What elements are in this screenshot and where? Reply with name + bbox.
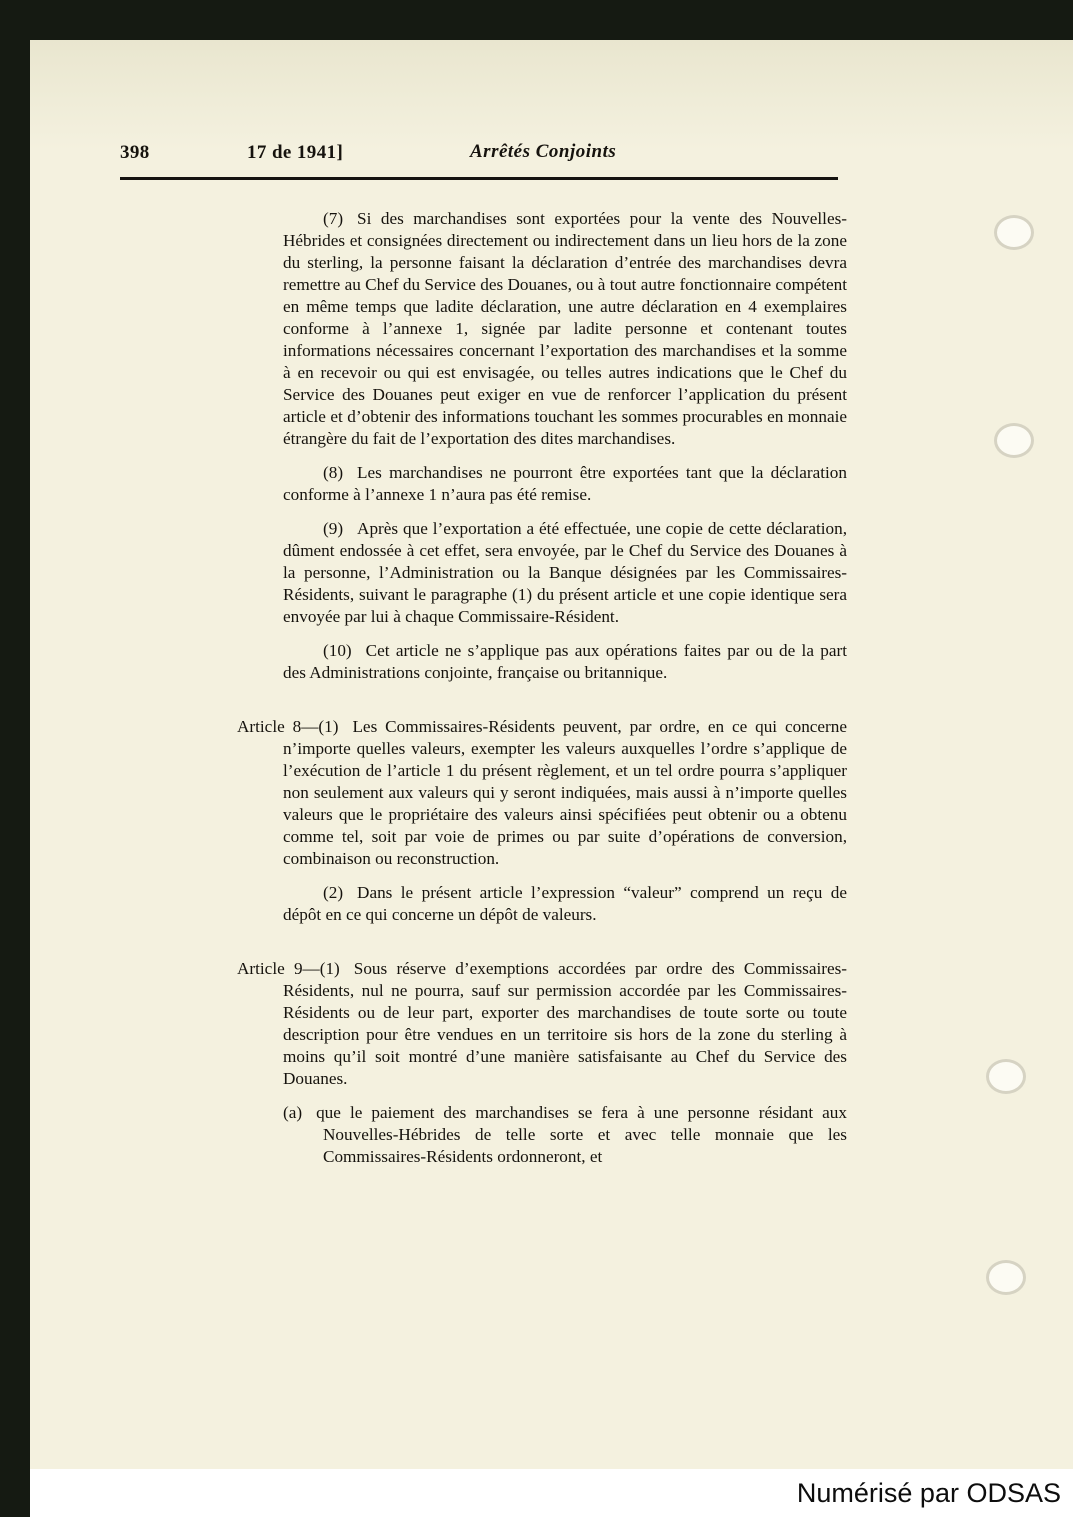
paragraph-text: Les Commissaires-Résidents peuvent, par ordre, en ce qui concerne n’importe quelles valeurs, exempter les valeurs auxquelles l’ordre s’applique de l’exécution de l’article 1 du présent règlement, et un tel ordre pourra s’appliquer non seulement aux valeurs qui y seront indiquées, mais aussi à n’importe quelles valeurs que le propriétaire des valeurs ainsi spécifiées peut obtenir ou a obtenu comme tel, soit par voie de primes ou par suite d’opérations de conversion, combinaison ou reconstruction. [283,717,847,868]
scan-border-left [0,0,30,1517]
paragraph-label: Article 9—(1) [237,959,340,978]
header-rule [120,177,838,180]
paragraph [283,882,847,926]
paragraph [283,518,847,628]
punch-hole [994,215,1034,250]
footer-band [30,1469,1073,1517]
running-title: Arrêtés Conjoints [470,141,617,162]
paragraph-text: que le paiement des marchandises se fera à une personne résidant aux Nouvelles-Hébrides de telle sorte et avec telle monnaie que les Commissaires-Résidents ordonneront, et [316,1103,847,1166]
punch-hole [986,1260,1026,1295]
paragraph-text: Sous réserve d’exemptions accordées par ordre des Commissaires-Résidents, nul ne pourra, sauf sur permission accordée par les Commissaires-Résidents ou de leur part, exporter des marchandises de toute sorte ou toute description pour être vendues en un territoire sis hors de la zone du sterling à moins qu’il soit montré d’une manière satisfaisante au Chef du Service des Douanes. [283,959,847,1088]
paragraph-text: Cet article ne s’applique pas aux opérations faites par ou de la part des Administrations conjointe, française ou britannique. [283,641,847,682]
paragraph [283,208,847,450]
punch-hole [986,1059,1026,1094]
paragraph-label: (a) [283,1103,303,1122]
paragraph-label: (2) [323,883,344,902]
article-paragraph [237,716,847,870]
scan-border-top [0,0,1073,40]
paragraph-text: Après que l’exportation a été effectuée, une copie de cette déclaration, dûment endossée à cet effet, sera envoyée, par le Chef du Service des Douanes à la personne, l’Administration ou la Banque désignées par les Commissaires-Résidents, suivant le paragraphe (1) du présent article et une copie identique sera envoyée par lui à chaque Commissaire-Résident. [283,519,847,626]
paragraph [237,1102,847,1168]
edition-label: 17 de 1941] [247,142,344,163]
paragraph-label: (10) [323,641,352,660]
page-number: 398 [120,142,150,163]
paragraph [283,462,847,506]
punch-hole [994,423,1034,458]
paragraph-text: Dans le présent article l’expression “valeur” comprend un reçu de dépôt en ce qui concerne un dépôt de valeurs. [283,883,847,924]
paragraph-label: (7) [323,209,344,228]
scan-credit: Numérisé par ODSAS [796,1478,1061,1508]
article-paragraph [237,958,847,1090]
paragraph [283,640,847,684]
paragraph-label: (9) [323,519,344,538]
paper-sheet [30,40,1073,1517]
paragraph-label: (8) [323,463,344,482]
text-block [237,208,847,1180]
paragraph-label: Article 8—(1) [237,717,339,736]
paragraph-text: Les marchandises ne pourront être exportées tant que la déclaration conforme à l’annexe 1 n’aura pas été remise. [283,463,847,504]
paragraph-text: Si des marchandises sont exportées pour la vente des Nouvelles-Hébrides et consignées directement ou indirectement dans un lieu hors de la zone du sterling, la personne faisant la déclaration d’entrée des marchandises devra remettre au Chef du Service des Douanes, ou à tout autre fonctionnaire compétent en même temps que ladite déclaration, une autre déclaration en 4 exemplaires conforme à l’annexe 1, signée par ladite personne et contenant toutes informations nécessaires concernant l’exportation des marchandises et la somme à en recevoir ou qui est envisagée, ou telles autres indications que le Chef du Service des Douanes peut exiger en vue de renforcer l’application du présent article et d’obtenir des informations touchant les sommes procurables en monnaie étrangère du fait de l’exportation des dites marchandises. [283,209,847,448]
